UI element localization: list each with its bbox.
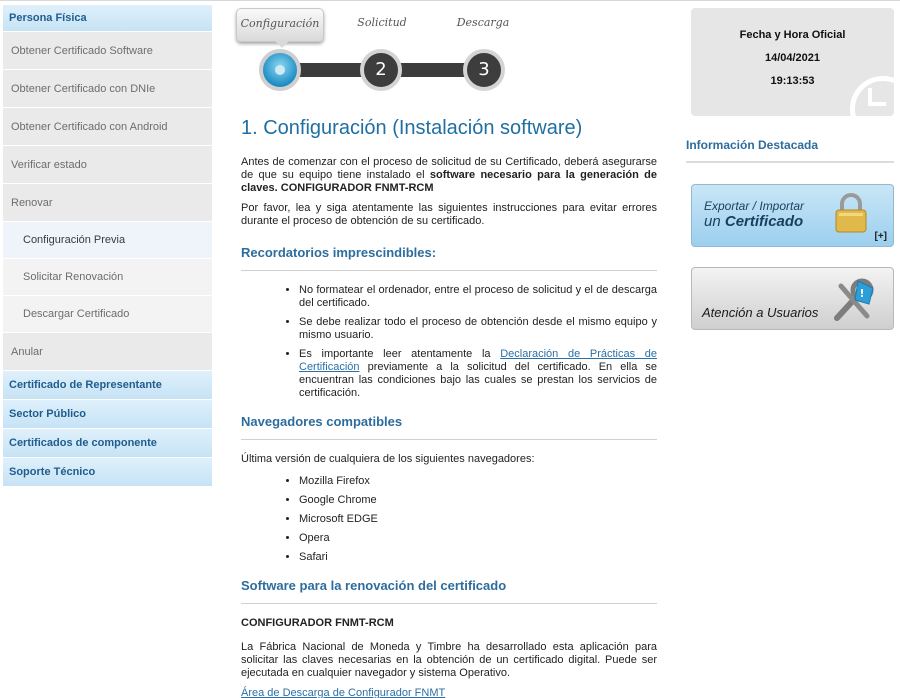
banner-line-2 — [704, 213, 803, 230]
sidebar-category-representante[interactable]: Certificado de Representante — [3, 371, 212, 400]
sidebar-item-obtener-dnie[interactable]: Obtener Certificado con DNIe — [3, 70, 212, 108]
banner-line-2-bold: Certificado — [724, 213, 804, 230]
intro-text: Antes de comenzar con el proceso de solicitud de su Certificado, deberá asegurarse de que su equipo tiene instalado el — [241, 156, 657, 181]
sidebar-nav — [3, 5, 212, 487]
browsers-heading: Navegadores compatibles — [241, 414, 657, 440]
process-steps — [236, 6, 536, 96]
software-description: La Fábrica Nacional de Moneda y Timbre ha desarrollado esta aplicación para solicitar las claves necesarias en la obtención de un certificado digital. Puede ser ejecutada en cualquier navegador y sistema Operativo. — [241, 641, 657, 679]
sidebar-item-renovar[interactable]: Renovar — [3, 184, 212, 222]
svg-text:!: ! — [859, 287, 865, 300]
export-import-certificate-banner[interactable] — [691, 184, 894, 247]
intro-bold-text: software necesario para la generación de claves. CONFIGURADOR FNMT-RCM — [241, 169, 658, 194]
step-tab-configuracion: Configuración — [236, 8, 324, 42]
sidebar-item-obtener-software[interactable]: Obtener Certificado Software — [3, 32, 212, 70]
sidebar-item-obtener-android[interactable]: Obtener Certificado con Android — [3, 108, 212, 146]
list-item: • Safari — [299, 551, 657, 564]
list-item: • Opera — [299, 532, 657, 545]
reminders-heading: Recordatorios imprescindibles: — [241, 245, 657, 271]
banner-line-1: Exportar / Importar — [704, 199, 805, 213]
browsers-intro: Última versión de cualquiera de los siguientes navegadores: — [241, 453, 535, 465]
sidebar-category-sector-publico[interactable]: Sector Público — [3, 400, 212, 429]
sidebar-subitem-solicitar-renovacion[interactable]: Solicitar Renovación — [3, 259, 212, 296]
download-area-link[interactable]: Área de Descarga de Configurador FNMT — [241, 687, 446, 698]
step-circle-2: 2 — [360, 49, 402, 91]
sidebar-category-soporte-tecnico[interactable]: Soporte Técnico — [3, 458, 212, 487]
sidebar-item-verificar-estado[interactable]: Verificar estado — [3, 146, 212, 184]
page-title: 1. Configuración (Instalación software) — [241, 117, 583, 139]
reminder-text: previamente a la solicitud del certificado. En ella se encuentran las condiciones bajo las cuales se prestan los servicios de certificación. — [299, 361, 657, 399]
software-heading: Software para la renovación del certificado — [241, 578, 657, 604]
banner-line-2-prefix: un — [704, 213, 725, 230]
list-item: • Mozilla Firefox — [299, 475, 657, 488]
user-support-banner[interactable] — [691, 267, 894, 330]
step-circle-3: 3 — [463, 49, 505, 91]
featured-info-heading: Información Destacada — [686, 138, 894, 163]
sidebar-item-anular[interactable]: Anular — [3, 333, 212, 371]
more-link[interactable]: [+] — [874, 231, 887, 242]
main-content — [241, 116, 657, 698]
clock-time: 19:13:53 — [770, 75, 815, 87]
tools-icon — [829, 276, 879, 324]
software-title: CONFIGURADOR FNMT-RCM — [241, 617, 394, 629]
step-tab-descarga: Descarga — [456, 16, 510, 29]
browsers-list — [299, 475, 657, 564]
dpc-link[interactable]: Declaración de Prácticas de Certificación — [299, 348, 657, 373]
sidebar-section-persona-fisica[interactable]: Persona Física — [3, 5, 212, 32]
official-clock — [691, 8, 894, 116]
reminder-text: Es importante leer atentamente la — [299, 348, 501, 360]
list-item: • Se debe realizar todo el proceso de obtención desde el mismo equipo y mismo usuario. — [299, 316, 657, 342]
sidebar-subitem-configuracion-previa[interactable]: Configuración Previa — [3, 222, 212, 259]
current-step-dot-icon — [275, 65, 285, 75]
instructions-paragraph: Por favor, lea y siga atentamente las siguientes instrucciones para evitar errores durante el proceso de obtención de su certificado. — [241, 202, 657, 227]
banner-attention-label: Atención a Usuarios — [702, 305, 819, 320]
list-item: • No formatear el ordenador, entre el proceso de solicitud y el de descarga del certificado. — [299, 284, 657, 310]
list-item — [299, 348, 657, 400]
clock-label: Fecha y Hora Oficial — [739, 29, 846, 41]
reminders-list — [299, 284, 657, 400]
clock-date: 14/04/2021 — [764, 52, 821, 64]
step-tab-solicitud: Solicitud — [357, 16, 407, 29]
list-item: • Google Chrome — [299, 494, 657, 507]
intro-paragraph — [241, 156, 657, 195]
step-circle-1 — [259, 49, 301, 91]
top-border — [0, 0, 900, 1]
list-item: • Microsoft EDGE — [299, 513, 657, 526]
sidebar-category-componente[interactable]: Certificados de componente — [3, 429, 212, 458]
lock-icon — [831, 191, 871, 235]
sidebar-subitem-descargar-certificado[interactable]: Descargar Certificado — [3, 296, 212, 333]
clock-hand — [868, 102, 886, 106]
